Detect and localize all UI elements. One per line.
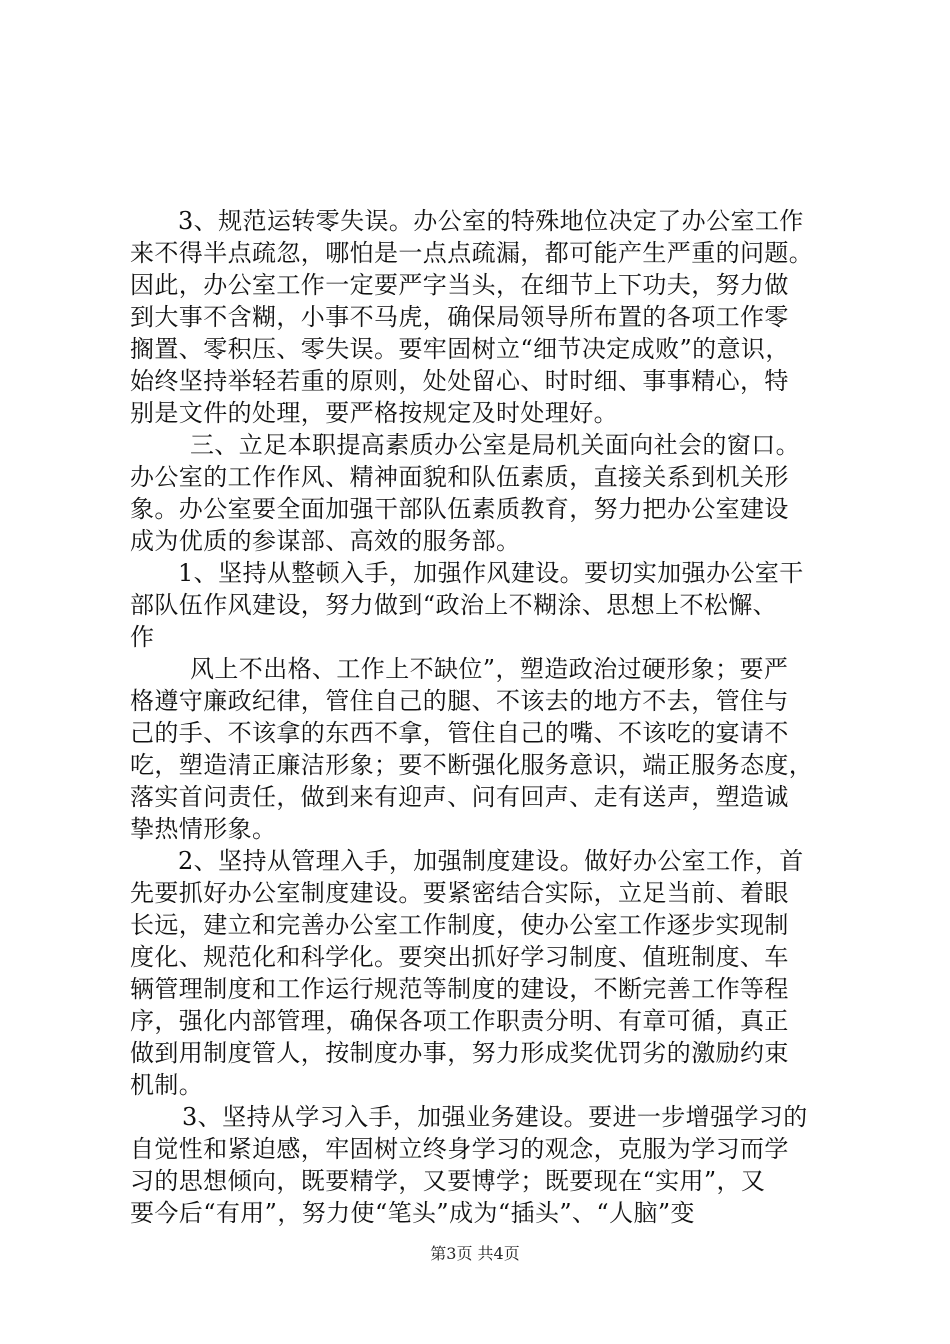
text-line: 长远，建立和完善办公室工作制度，使办公室工作逐步实现制 — [130, 911, 789, 939]
text-line: 来不得半点疏忽，哪怕是一点点疏漏，都可能产生严重的问题。 — [130, 239, 814, 267]
text-line: 部队伍作风建设，努力做到“政治上不糊涂、思想上不松懈、 — [130, 591, 778, 619]
text-line: 机制。 — [130, 1071, 204, 1099]
text-line: 吃，塑造清正廉洁形象；要不断强化服务意识，端正服务态度， — [130, 751, 814, 779]
text-line: 自觉性和紧迫感，牢固树立终身学习的观念，克服为学习而学 — [130, 1135, 789, 1163]
text-line: 习的思想倾向，既要精学，又要博学；既要现在“实用”，又 — [130, 1167, 766, 1195]
text-line: 搁置、零积压、零失误。要牢固树立“细节决定成败”的意识， — [130, 335, 790, 363]
text-line: 2、坚持从管理入手，加强制度建设。做好办公室工作，首 — [178, 847, 804, 875]
text-line: 辆管理制度和工作运行规范等制度的建设，不断完善工作等程 — [130, 975, 789, 1003]
text-line: 因此，办公室工作一定要严字当头，在细节上下功夫，努力做 — [130, 271, 789, 299]
text-line: 3、规范运转零失误。办公室的特殊地位决定了办公室工作 — [178, 207, 804, 235]
text-line: 作 — [130, 623, 155, 651]
text-line: 要今后“有用”，努力使“笔头”成为“插头”、“人脑”变 — [130, 1199, 695, 1227]
text-line: 始终坚持举轻若重的原则，处处留心、时时细、事事精心，特 — [130, 367, 789, 395]
text-line: 挚热情形象。 — [130, 815, 277, 843]
text-line: 序，强化内部管理，确保各项工作职责分明、有章可循，真正 — [130, 1007, 789, 1035]
text-line: 3、坚持从学习入手，加强业务建设。要进一步增强学习的 — [182, 1103, 808, 1131]
document-body — [130, 205, 830, 1229]
text-line: 1、坚持从整顿入手，加强作风建设。要切实加强办公室干 — [178, 559, 804, 587]
page-footer: 第3页 共4页 — [430, 1244, 520, 1263]
text-line: 先要抓好办公室制度建设。要紧密结合实际，立足当前、着眼 — [130, 879, 789, 907]
text-line: 己的手、不该拿的东西不拿，管住自己的嘴、不该吃的宴请不 — [130, 719, 789, 747]
text-line: 风上不出格、工作上不缺位”，塑造政治过硬形象；要严 — [190, 655, 789, 683]
text-line: 做到用制度管人，按制度办事，努力形成奖优罚劣的激励约束 — [130, 1039, 789, 1067]
text-line: 别是文件的处理，要严格按规定及时处理好。 — [130, 399, 618, 427]
text-line: 格遵守廉政纪律，管住自己的腿、不该去的地方不去，管住与 — [130, 687, 789, 715]
text-line: 象。办公室要全面加强干部队伍素质教育，努力把办公室建设 — [130, 495, 789, 523]
text-line: 到大事不含糊，小事不马虎，确保局领导所布置的各项工作零 — [130, 303, 789, 331]
text-line: 度化、规范化和科学化。要突出抓好学习制度、值班制度、车 — [130, 943, 789, 971]
text-line: 成为优质的参谋部、高效的服务部。 — [130, 527, 521, 555]
text-line: 办公室的工作作风、精神面貌和队伍素质，直接关系到机关形 — [130, 463, 789, 491]
text-line: 三、立足本职提高素质办公室是局机关面向社会的窗口。 — [190, 431, 800, 459]
text-line: 落实首问责任，做到来有迎声、问有回声、走有送声，塑造诚 — [130, 783, 789, 811]
